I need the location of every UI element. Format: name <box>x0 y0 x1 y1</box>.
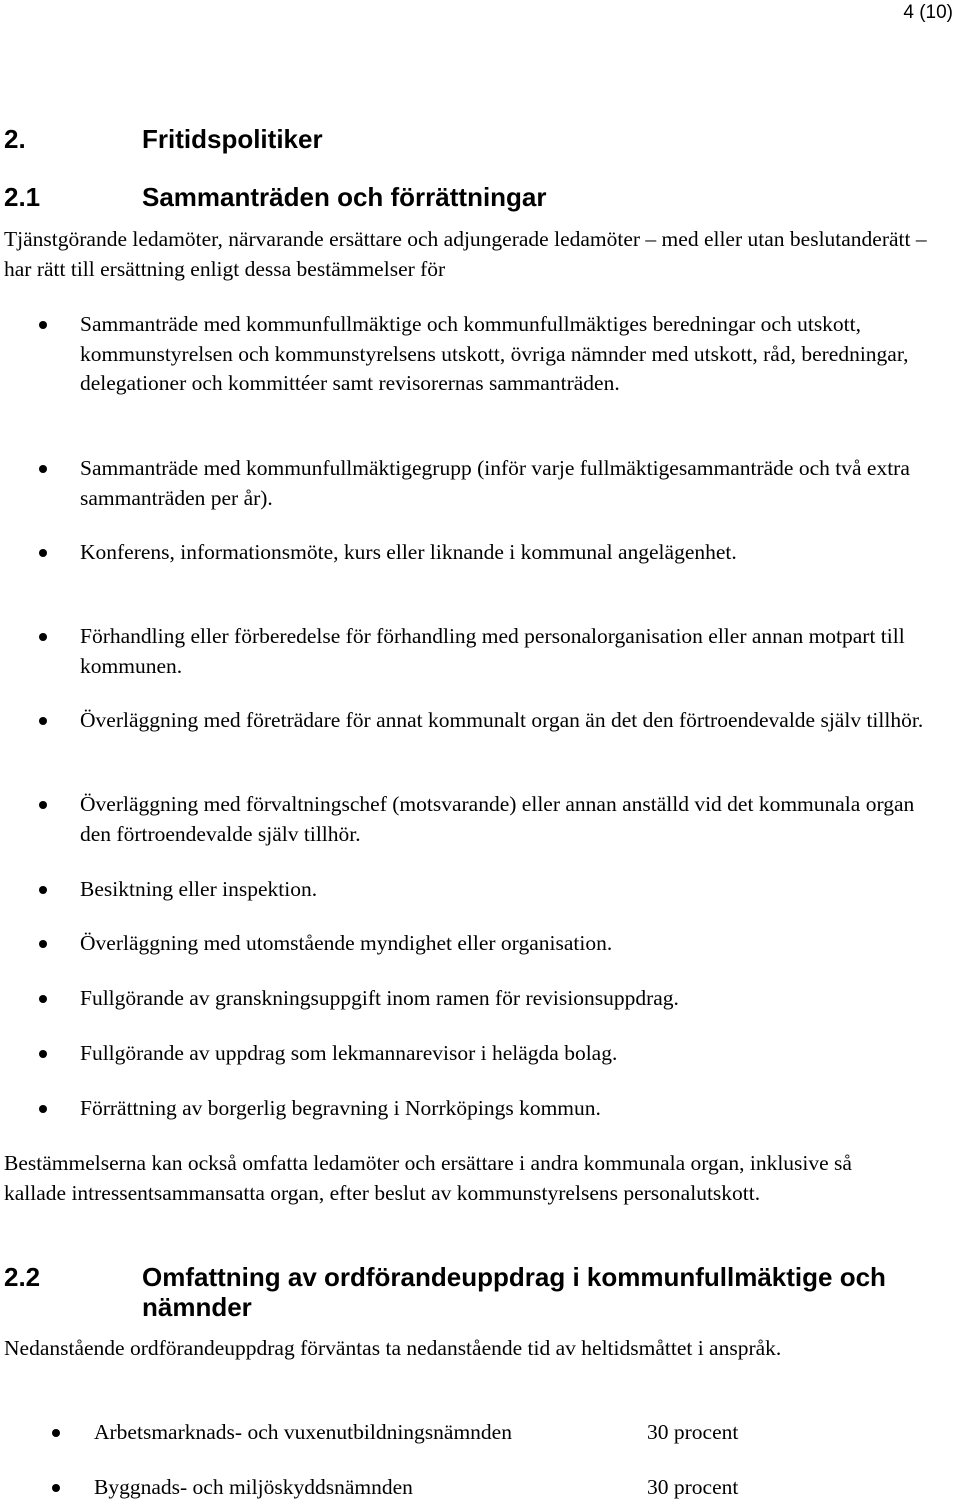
closing-paragraph: Bestämmelserna kan också omfatta ledamöter och ersättare i andra kommunala organ, inklusive så kallade intressentsammansatta organ, efter beslut av kommunstyrelsens personalutskott. <box>4 1151 852 1205</box>
intro-paragraph: Tjänstgörande ledamöter, närvarande ersättare och adjungerade ledamöter – med eller utan beslutanderätt – har rätt till ersättning enligt dessa bestämmelser för <box>4 227 927 281</box>
list-item: Överläggning med företrädare för annat kommunalt organ än det den förtroendevalde själv tillhör. <box>80 706 940 736</box>
list-item: Förrättning av borgerlig begravning i Norrköpings kommun. <box>80 1094 940 1124</box>
assignment-name: Arbetsmarknads- och vuxenutbildningsnämnden <box>94 1420 512 1444</box>
list-item: Fullgörande av uppdrag som lekmannarevisor i helägda bolag. <box>80 1039 940 1069</box>
list-item: Överläggning med förvaltningschef (motsvarande) eller annan anställd vid det kommunala organ den förtroendevalde själv tillhör. <box>80 790 940 849</box>
assignment-value: 30 procent <box>647 1420 739 1444</box>
assignment-name: Byggnads- och miljöskyddsnämnden <box>94 1475 413 1499</box>
assignment-value: 30 procent <box>647 1475 739 1499</box>
list-item: Fullgörande av granskningsuppgift inom ramen för revisionsuppdrag. <box>80 984 940 1014</box>
assignments-intro: Nedanstående ordförandeuppdrag förväntas ta nedanstående tid av heltidsmåttet i anspråk. <box>4 1336 782 1360</box>
subsection-title: Omfattning av ordförandeuppdrag i kommunfullmäktige och nämnder <box>142 1262 886 1322</box>
list-item: Förhandling eller förberedelse för förhandling med personalorganisation eller annan motpart till kommunen. <box>80 622 940 681</box>
page-number: 4 (10) <box>903 2 953 23</box>
list-item: Besiktning eller inspektion. <box>80 875 940 905</box>
list-item: Sammanträde med kommunfullmäktige och kommunfullmäktiges beredningar och utskott, kommunstyrelsen och kommunstyrelsens utskott, övriga nämnder med utskott, råd, beredningar, delegationer och kommittéer samt revisorernas sammanträden. <box>80 310 940 399</box>
subsection-number: 2.1 <box>4 182 41 212</box>
section-title: Fritidspolitiker <box>142 124 323 154</box>
subsection-title: Sammanträden och förrättningar <box>142 182 547 212</box>
list-item: Konferens, informationsmöte, kurs eller liknande i kommunal angelägenhet. <box>80 538 940 568</box>
subsection-number: 2.2 <box>4 1262 41 1292</box>
section-number: 2. <box>4 124 26 154</box>
list-item: Sammanträde med kommunfullmäktigegrupp (inför varje fullmäktigesammanträde och två extra sammanträden per år). <box>80 454 940 513</box>
list-item: Överläggning med utomstående myndighet eller organisation. <box>80 929 940 959</box>
